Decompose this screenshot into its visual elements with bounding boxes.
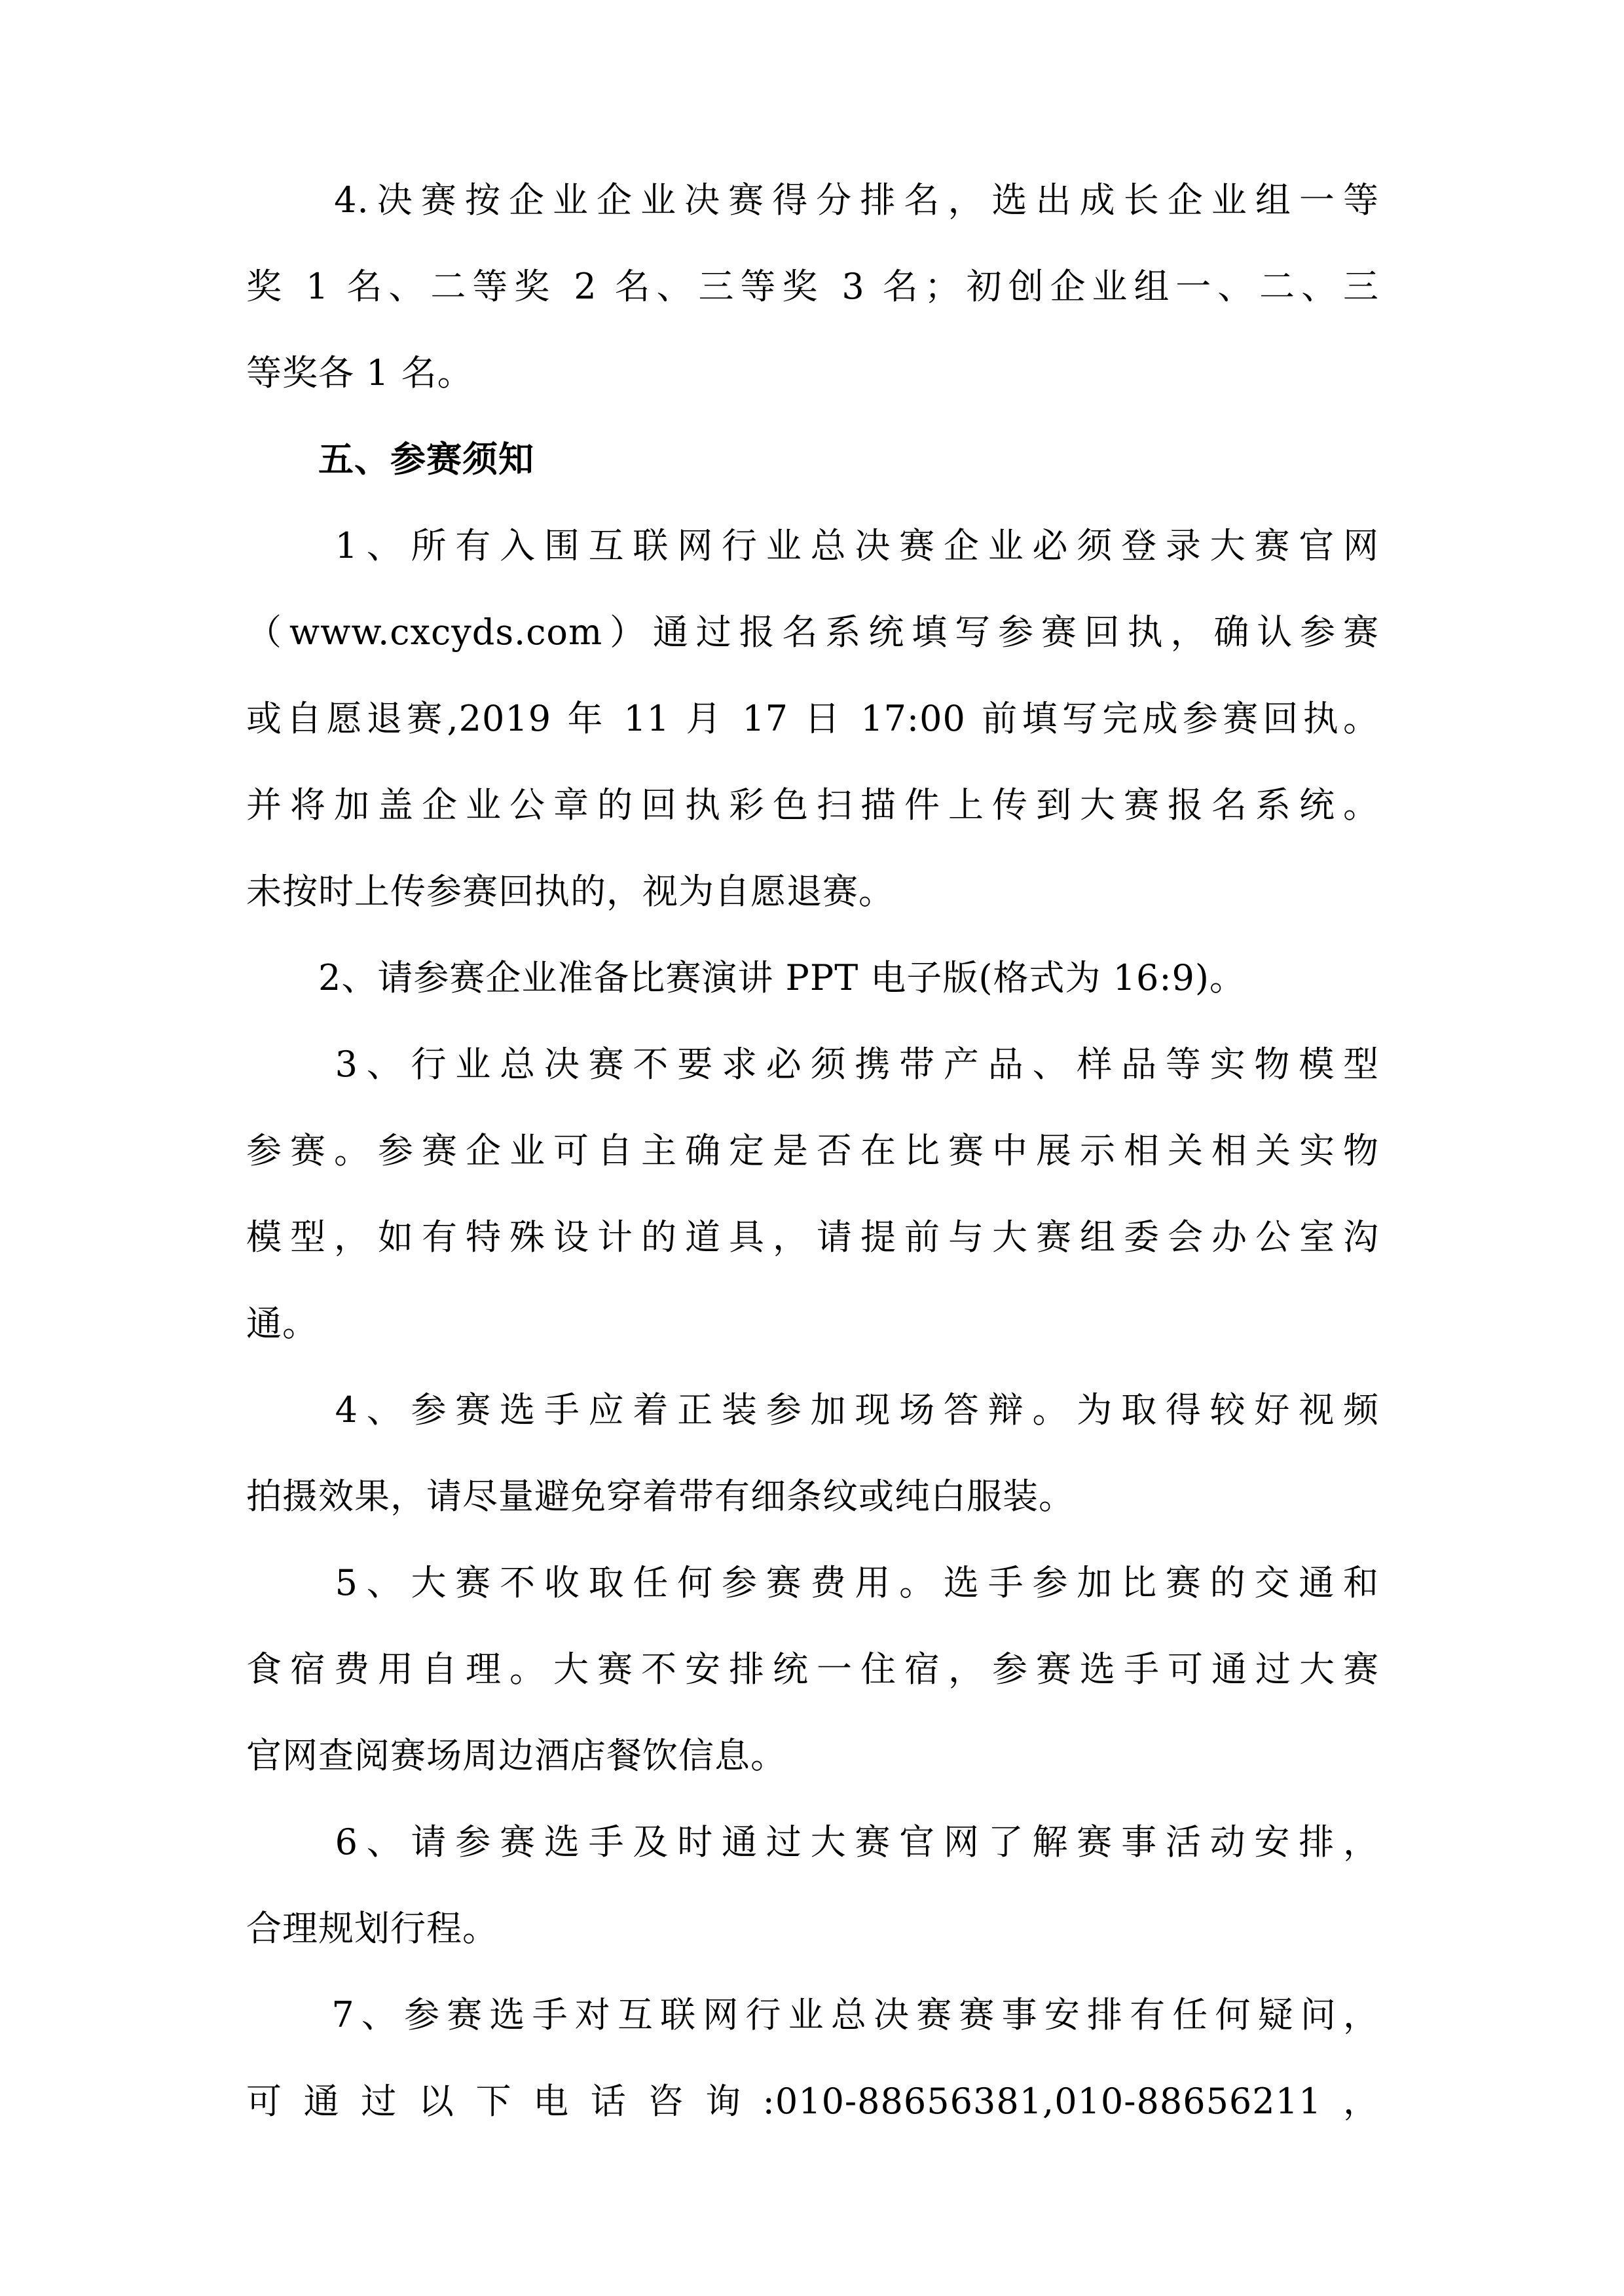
notice-item-4 <box>246 1367 1379 1540</box>
text-line: 官网查阅赛场周边酒店餐饮信息。 <box>246 1735 786 1776</box>
text-line: 模型，如有特殊设计的道具，请提前与大赛组委会办公室沟 <box>246 1216 1379 1258</box>
text-line: 等奖各 1 名。 <box>246 352 473 393</box>
text-line: 未按时上传参赛回执的，视为自愿退赛。 <box>246 871 895 912</box>
text-line: （www.cxcyds.com）通过报名系统填写参赛回执，确认参赛 <box>246 611 1379 653</box>
text-line: 合理规划行程。 <box>246 1908 498 1949</box>
text-line: 5、大赛不收取任何参赛费用。选手参加比赛的交通和 <box>246 1562 1379 1603</box>
text-line: 6、请参赛选手及时通过大赛官网了解赛事活动安排， <box>246 1821 1379 1863</box>
notice-item-2 <box>246 935 1379 1021</box>
text-line: 4、参赛选手应着正装参加现场答辩。为取得较好视频 <box>246 1389 1379 1430</box>
text-line: 1、所有入围互联网行业总决赛企业必须登录大赛官网 <box>246 525 1379 566</box>
text-line: 4.决赛按企业企业决赛得分排名，选出成长企业组一等 <box>246 179 1379 221</box>
text-line: 通。 <box>246 1303 318 1344</box>
text-line: 参赛。参赛企业可自主确定是否在比赛中展示相关相关实物 <box>246 1130 1379 1171</box>
text-line: 奖 1 名、二等奖 2 名、三等奖 3 名；初创企业组一、二、三 <box>246 266 1379 307</box>
document-body <box>246 157 1379 2145</box>
text-line: 或自愿退赛,2019 年 11 月 17 日 17:00 前填写完成参赛回执。 <box>246 698 1379 739</box>
section-heading-text: 五、参赛须知 <box>246 439 534 480</box>
notice-item-6 <box>246 1799 1379 1972</box>
text-line: 食宿费用自理。大赛不安排统一住宿，参赛选手可通过大赛 <box>246 1649 1379 1690</box>
section-heading <box>246 416 1379 503</box>
text-line: 拍摄效果，请尽量避免穿着带有细条纹或纯白服装。 <box>246 1476 1075 1517</box>
text-line: 2、请参赛企业准备比赛演讲 PPT 电子版(格式为 16:9)。 <box>246 957 1246 998</box>
text-line: 7、参赛选手对互联网行业总决赛赛事安排有任何疑问， <box>246 1994 1379 2035</box>
notice-item-1 <box>246 503 1379 935</box>
text-line: 可通过以下电话咨询:010-88656381,010-88656211， <box>246 2081 1379 2122</box>
text-line: 3、行业总决赛不要求必须携带产品、样品等实物模型 <box>246 1044 1379 1085</box>
paragraph-final-ranking <box>246 157 1379 416</box>
notice-item-3 <box>246 1021 1379 1367</box>
notice-item-7 <box>246 1972 1379 2145</box>
text-line: 并将加盖企业公章的回执彩色扫描件上传到大赛报名系统。 <box>246 784 1379 826</box>
notice-item-5 <box>246 1540 1379 1799</box>
